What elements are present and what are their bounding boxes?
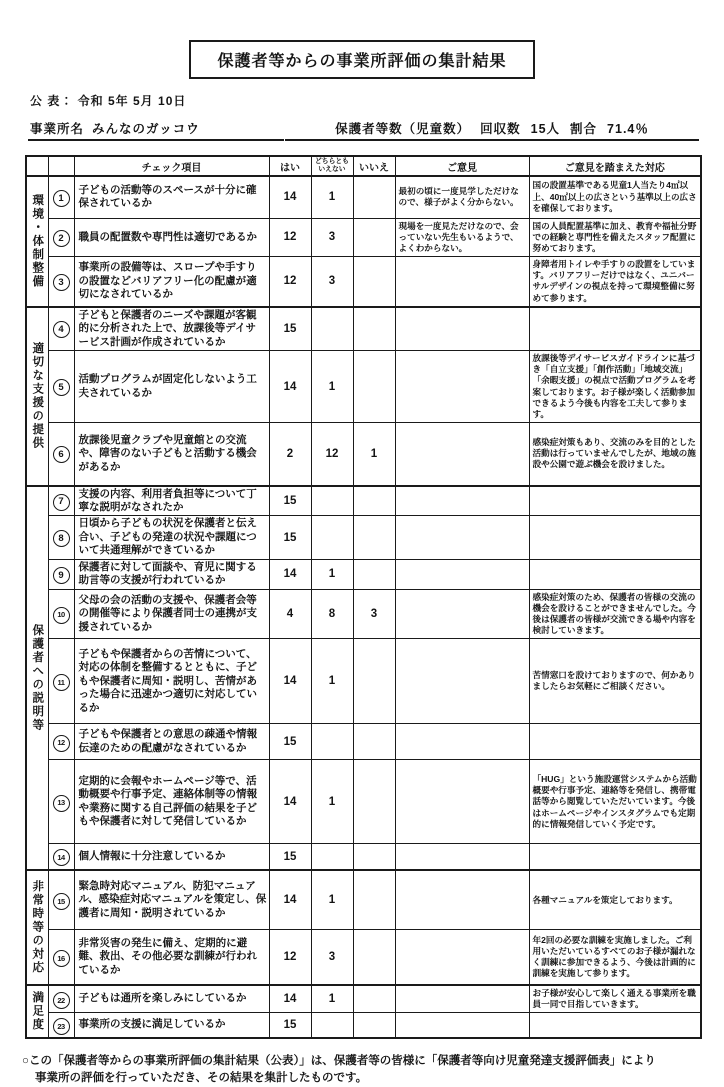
response-text (529, 844, 701, 870)
opinion-text (395, 351, 529, 423)
group-label: 環境・体制整備 (26, 176, 48, 307)
count-neither (311, 724, 353, 760)
header-response: ご意見を踏まえた対応 (529, 156, 701, 176)
item-number-cell (48, 589, 74, 639)
count-yes: 14 (269, 351, 311, 423)
count-neither: 1 (311, 870, 353, 930)
count-yes: 14 (269, 760, 311, 844)
item-number: 3 (53, 274, 70, 291)
office-label: 事業所名 (30, 122, 85, 136)
opinion-text: 現場を一度見ただけなので、会っていない先生もいるようで、よくわからない。 (395, 218, 529, 257)
footer-note-line1: ○この「保護者等からの事業所評価の集計結果（公表）」は、保護者等の皆様に「保護者等向け児童発達支援評価表」により (22, 1054, 656, 1067)
check-item-text: 保護者に対して面談や、育児に関する助言等の支援が行われているか (74, 559, 269, 589)
header-neither: どちらともいえない (311, 156, 353, 176)
count-no: 1 (353, 423, 395, 486)
response-text: 感染症対策もあり、交流のみを目的とした活動は行っていませんでしたが、地域の施設や公園で遊ぶ機会を設けました。 (529, 423, 701, 486)
item-number: 10 (53, 607, 70, 624)
opinion-text (395, 844, 529, 870)
item-number: 23 (53, 1018, 70, 1035)
table-row (26, 218, 701, 257)
count-yes: 12 (269, 257, 311, 307)
count-no (353, 870, 395, 930)
item-number: 8 (53, 530, 70, 547)
count-yes: 14 (269, 176, 311, 218)
response-text (529, 724, 701, 760)
response-text: 身障者用トイレや手すりの設置をしています。バリアフリーだけではなく、ユニバーサルデザインの視点を持って環境整備に努めて参ります。 (529, 257, 701, 307)
opinion-text (395, 1013, 529, 1038)
count-no (353, 351, 395, 423)
count-yes: 15 (269, 486, 311, 516)
opinion-text (395, 639, 529, 724)
page-title: 保護者等からの事業所評価の集計結果 (189, 40, 534, 79)
footer-note (22, 1053, 724, 1087)
item-number-cell (48, 176, 74, 218)
count-yes: 15 (269, 1013, 311, 1038)
header-check-item: チェック項目 (74, 156, 269, 176)
stats-line (285, 119, 699, 141)
footer-note-line2: 事業所の評価を行っていただき、その結果を集計したものです。 (35, 1072, 368, 1085)
group-label: 非常時等の対応 (26, 870, 48, 985)
count-neither: 12 (311, 423, 353, 486)
table-row (26, 1013, 701, 1038)
opinion-text (395, 760, 529, 844)
check-item-text: 活動プログラムが固定化しないよう工夫されているか (74, 351, 269, 423)
office-name: みんなのガッコウ (92, 122, 200, 136)
count-neither: 1 (311, 639, 353, 724)
count-no (353, 724, 395, 760)
check-item-text: 子どもの活動等のスペースが十分に確保されているか (74, 176, 269, 218)
group-label: 保護者への説明等 (26, 486, 48, 870)
table-row (26, 760, 701, 844)
check-item-text: 個人情報に十分注意しているか (74, 844, 269, 870)
table-row (26, 486, 701, 516)
item-number-cell (48, 218, 74, 257)
response-text: 感染症対策のため、保護者の皆様の交流の機会を設けることができませんでした。今後は保護者の皆様が交流できる場や内容を検討していきます。 (529, 589, 701, 639)
count-yes: 15 (269, 307, 311, 351)
count-neither: 3 (311, 218, 353, 257)
check-item-text: 事業所の設備等は、スロープや手すりの設置などバリアフリー化の配慮が適切になされているか (74, 257, 269, 307)
item-number-cell (48, 760, 74, 844)
response-text (529, 486, 701, 516)
count-yes: 15 (269, 724, 311, 760)
opinion-text (395, 516, 529, 559)
item-number: 4 (53, 321, 70, 338)
count-neither (311, 516, 353, 559)
header-yes: はい (269, 156, 311, 176)
count-no (353, 257, 395, 307)
response-text: 「HUG」という施設運営システムから活動概要や行事予定、連絡等を発信し、携帯電話等から閲覧していただいています。今後はホームページやインスタグラムでも定期的に情報発信していく予定です。 (529, 760, 701, 844)
item-number: 15 (53, 893, 70, 910)
table-row (26, 559, 701, 589)
opinion-text (395, 559, 529, 589)
item-number: 9 (53, 567, 70, 584)
header-opinion: ご意見 (395, 156, 529, 176)
ratio-label: 割合 (570, 122, 598, 136)
count-neither: 8 (311, 589, 353, 639)
collected-label: 回収数 (480, 122, 521, 136)
count-yes: 12 (269, 218, 311, 257)
table-row (26, 351, 701, 423)
check-item-text: 子どもや保護者との意思の疎通や情報伝達のための配慮がなされているか (74, 724, 269, 760)
group-label: 満足度 (26, 985, 48, 1038)
count-no (353, 516, 395, 559)
office-name-line (28, 119, 284, 141)
collected-value: 15人 (530, 122, 561, 136)
count-yes: 14 (269, 985, 311, 1013)
check-item-text: 緊急時対応マニュアル、防犯マニュアル、感染症対応マニュアルを策定し、保護者に周知・説明されているか (74, 870, 269, 930)
count-no (353, 307, 395, 351)
item-number-cell (48, 257, 74, 307)
count-no (353, 1013, 395, 1038)
item-number-cell (48, 985, 74, 1013)
item-number-cell (48, 844, 74, 870)
check-item-text: 子どもや保護者からの苦情について、対応の体制を整備するとともに、子どもや保護者に周知・説明し、苦情があった場合に迅速かつ適切に対応しているか (74, 639, 269, 724)
count-neither: 1 (311, 351, 353, 423)
count-yes: 15 (269, 516, 311, 559)
opinion-text (395, 486, 529, 516)
ratio-value: 71.4％ (607, 122, 649, 136)
check-item-text: 支援の内容、利用者負担等について丁寧な説明がなされたか (74, 486, 269, 516)
item-number-cell (48, 516, 74, 559)
response-text: お子様が安心して楽しく通える事業所を職員一同で目指していきます。 (529, 985, 701, 1013)
count-no (353, 559, 395, 589)
opinion-text (395, 985, 529, 1013)
count-yes: 2 (269, 423, 311, 486)
count-neither: 1 (311, 176, 353, 218)
count-neither (311, 844, 353, 870)
count-no: 3 (353, 589, 395, 639)
count-neither: 3 (311, 930, 353, 985)
item-number: 6 (53, 446, 70, 463)
header-no: いいえ (353, 156, 395, 176)
item-number: 2 (53, 230, 70, 247)
check-item-text: 放課後児童クラブや児童館との交流や、障害のない子どもと活動する機会があるか (74, 423, 269, 486)
opinion-text (395, 724, 529, 760)
table-row (26, 724, 701, 760)
count-neither (311, 1013, 353, 1038)
item-number: 1 (53, 190, 70, 207)
item-number-cell (48, 870, 74, 930)
header-num-blank (48, 156, 74, 176)
opinion-text (395, 930, 529, 985)
table-row (26, 516, 701, 559)
response-text (529, 516, 701, 559)
count-yes: 12 (269, 930, 311, 985)
count-neither (311, 307, 353, 351)
response-text (529, 1013, 701, 1038)
publish-date: 公 表： 令和 5年 5月 10日 (30, 94, 187, 108)
count-yes: 15 (269, 844, 311, 870)
response-text (529, 307, 701, 351)
title-wrap (0, 0, 724, 79)
table-row (26, 423, 701, 486)
opinion-text (395, 589, 529, 639)
item-number: 5 (53, 379, 70, 396)
item-number-cell (48, 1013, 74, 1038)
item-number: 11 (53, 674, 70, 691)
response-text: 放課後等デイサービスガイドラインに基づき「自立支援」「創作活動」「地域交流」「余暇支援」の視点で活動プログラムを考案しております。お子様が楽しく活動参加できるよう今後も内容を工夫して参ります。 (529, 351, 701, 423)
check-item-text: 子どもと保護者のニーズや課題が客観的に分析された上で、放課後等デイサービス計画が作成されているか (74, 307, 269, 351)
count-neither (311, 486, 353, 516)
evaluation-table-body (26, 176, 701, 1038)
response-text (529, 559, 701, 589)
item-number-cell (48, 486, 74, 516)
count-yes: 14 (269, 639, 311, 724)
item-number-cell (48, 639, 74, 724)
count-yes: 14 (269, 559, 311, 589)
item-number-cell (48, 724, 74, 760)
count-no (353, 176, 395, 218)
count-no (353, 985, 395, 1013)
response-text: 苦情窓口を設けておりますので、何かありましたらお気軽にご相談ください。 (529, 639, 701, 724)
opinion-text: 最初の頃に一度見学しただけなので、様子がよく分からない。 (395, 176, 529, 218)
count-yes: 4 (269, 589, 311, 639)
count-no (353, 930, 395, 985)
check-item-text: 子どもは通所を楽しみにしているか (74, 985, 269, 1013)
item-number-cell (48, 930, 74, 985)
count-no (353, 760, 395, 844)
item-number: 13 (53, 795, 70, 812)
item-number: 16 (53, 950, 70, 967)
table-row (26, 639, 701, 724)
table-row (26, 985, 701, 1013)
item-number: 22 (53, 992, 70, 1009)
count-neither: 1 (311, 760, 353, 844)
check-item-text: 非常災害の発生に備え、定期的に避難、救出、その他必要な訓練が行われているか (74, 930, 269, 985)
table-row (26, 870, 701, 930)
opinion-text (395, 870, 529, 930)
response-text: 国の設置基準である児童1人当たり4㎡以上、40㎡以上の広さという基準以上の広さを確保しております。 (529, 176, 701, 218)
group-label: 適切な支援の提供 (26, 307, 48, 486)
table-row (26, 257, 701, 307)
count-yes: 14 (269, 870, 311, 930)
table-row (26, 176, 701, 218)
check-item-text: 父母の会の活動の支援や、保護者会等の開催等により保護者同士の連携が支援されているか (74, 589, 269, 639)
count-no (353, 844, 395, 870)
item-number-cell (48, 423, 74, 486)
check-item-text: 日頃から子どもの状況を保護者と伝え合い、子どもの発達の状況や課題について共通理解ができているか (74, 516, 269, 559)
response-text: 国の人員配置基準に加え、教育や福祉分野での経験と専門性を備えたスタッフ配置に努めております。 (529, 218, 701, 257)
check-item-text: 定期的に会報やホームページ等で、活動概要や行事予定、連絡体制等の情報や業務に関する自己評価の結果を子どもや保護者に対して発信しているか (74, 760, 269, 844)
header-group-blank (26, 156, 48, 176)
item-number-cell (48, 559, 74, 589)
opinion-text (395, 307, 529, 351)
response-text: 各種マニュアルを策定しております。 (529, 870, 701, 930)
table-row (26, 589, 701, 639)
table-row (26, 844, 701, 870)
count-neither: 1 (311, 985, 353, 1013)
table-header-row (26, 156, 701, 176)
meta-row (28, 119, 699, 141)
response-text: 年2回の必要な訓練を実施しました。ご利用いただいているすべてのお子様が漏れなく訓練に参加できるよう、今後は計画的に訓練を実施して参ります。 (529, 930, 701, 985)
item-number: 7 (53, 494, 70, 511)
item-number: 14 (53, 849, 70, 866)
table-row (26, 307, 701, 351)
count-no (353, 639, 395, 724)
evaluation-table (25, 155, 702, 1039)
opinion-text (395, 423, 529, 486)
count-neither: 3 (311, 257, 353, 307)
count-neither: 1 (311, 559, 353, 589)
table-row (26, 930, 701, 985)
item-number-cell (48, 351, 74, 423)
item-number: 12 (53, 735, 70, 752)
opinion-text (395, 257, 529, 307)
count-no (353, 486, 395, 516)
stats-label: 保護者等数（児童数） (335, 122, 471, 136)
item-number-cell (48, 307, 74, 351)
count-no (353, 218, 395, 257)
check-item-text: 事業所の支援に満足しているか (74, 1013, 269, 1038)
check-item-text: 職員の配置数や専門性は適切であるか (74, 218, 269, 257)
